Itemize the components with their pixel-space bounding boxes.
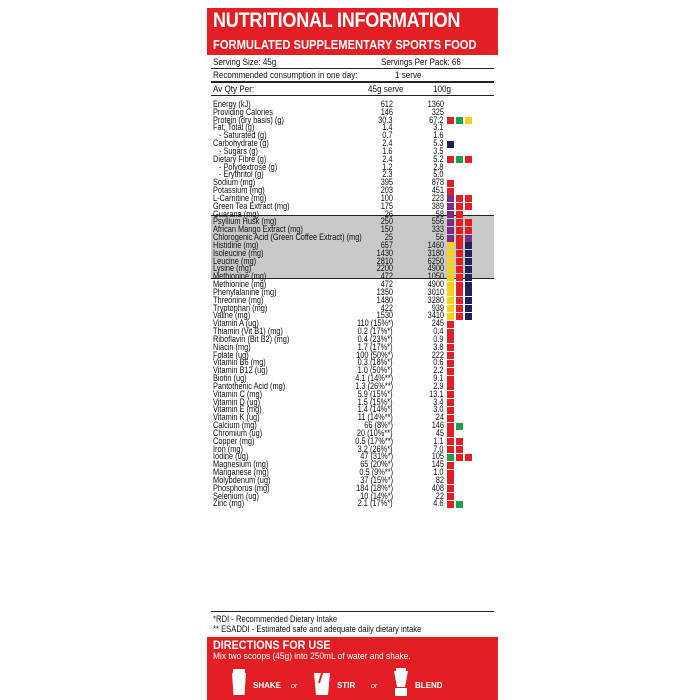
nutrient-per-serve: 110 (15%*)	[356, 318, 393, 329]
nutrient-per-serve: 250	[380, 216, 393, 227]
nutrient-name: Copper (mg)	[213, 435, 255, 446]
category-marker-red	[447, 462, 454, 469]
nutrient-per-100g: 5.2	[433, 153, 444, 164]
category-marker-red	[456, 289, 463, 296]
nutrient-per-serve: 657	[380, 239, 393, 250]
category-marker-red	[456, 235, 463, 242]
or-separator: or	[291, 683, 298, 690]
category-marker-navy	[447, 141, 454, 148]
column-serve-header: 45g serve	[368, 84, 404, 95]
nutrient-name: Vitamin E (mg)	[213, 404, 262, 415]
category-marker-red	[447, 415, 454, 422]
nutrient-per-serve: 5.9 (15%*)	[358, 388, 393, 399]
nutrient-per-100g: 2.8	[433, 161, 444, 172]
nutrient-name: Biotin (ug)	[213, 373, 247, 384]
category-marker-purple	[465, 235, 472, 242]
nutrient-name: Phenylalanine (mg)	[213, 286, 277, 297]
nutrient-per-serve: 47 (31%*)	[360, 451, 393, 462]
category-marker-red	[456, 195, 463, 202]
category-marker-red	[456, 219, 463, 226]
divider	[211, 611, 494, 612]
category-marker-red	[447, 156, 454, 163]
divider	[211, 81, 494, 83]
nutrient-name: Lysine (mg)	[213, 263, 252, 274]
nutrient-per-100g: 3.5	[433, 145, 444, 156]
blender-icon	[391, 667, 411, 697]
category-marker-purple	[447, 203, 454, 210]
category-marker-yellow	[447, 242, 454, 249]
nutrient-per-100g: 1.6	[433, 130, 444, 141]
category-marker-red	[456, 266, 463, 273]
nutrient-per-100g: 105	[431, 451, 444, 462]
nutrient-name: Manganese (mg)	[213, 467, 269, 477]
nutrient-name: Niacin (mg)	[213, 341, 251, 352]
nutrient-name: Folate (ug)	[213, 349, 249, 360]
nutrient-row	[213, 435, 493, 446]
nutrient-per-100g: 223	[431, 192, 444, 203]
nutrient-per-serve: 37 (15%*)	[360, 474, 393, 485]
nutrient-row	[213, 500, 493, 508]
nutrient-per-100g: 0.9	[433, 333, 444, 344]
nutrient-name: Methionine (mg)	[213, 279, 267, 290]
category-marker-navy	[465, 313, 472, 320]
nutrient-per-100g: 146	[431, 420, 444, 431]
column-name-header: Av Qty Per:	[213, 84, 255, 95]
category-marker-purple	[447, 219, 454, 226]
nutrient-per-serve: 1.3 (26%**)	[355, 380, 393, 391]
category-marker-red	[447, 470, 454, 477]
category-marker-purple	[447, 235, 454, 242]
nutrient-per-100g: 3.1	[433, 122, 444, 133]
nutrient-per-100g: 556	[431, 216, 444, 227]
nutrient-per-100g: 3.8	[433, 341, 444, 352]
category-marker-yellow	[447, 266, 454, 273]
nutrient-per-serve: 11 (14%**)	[357, 412, 393, 423]
nutrient-per-100g: 3.0	[433, 404, 444, 415]
category-marker-purple	[447, 195, 454, 202]
nutrient-per-100g: 0.4	[433, 326, 444, 337]
nutrient-per-serve: 1.4 (14%*)	[358, 404, 393, 415]
category-marker-red	[465, 156, 472, 163]
nutrient-name: Pantothenic Acid (mg)	[213, 380, 286, 391]
nutrient-per-100g: 3280	[427, 294, 444, 305]
nutrient-name: Leucine (mg)	[213, 255, 257, 266]
nutrient-name: Providing Calories	[213, 106, 273, 117]
nutrient-per-100g: 82	[435, 474, 444, 485]
nutrient-per-100g: 3.4	[433, 396, 444, 407]
nutrient-per-serve: 66 (8%*)	[364, 420, 393, 431]
nutrient-name: Energy (kJ)	[213, 99, 251, 109]
nutrient-row	[213, 333, 493, 344]
nutrient-per-serve: 1480	[376, 294, 393, 305]
step-blend-label: BLEND	[415, 681, 443, 690]
category-marker-red	[465, 219, 472, 226]
category-marker-yellow	[447, 274, 454, 281]
nutrient-per-serve: 4.1 (14%**)	[355, 373, 393, 384]
nutrient-per-serve: 1.6	[382, 145, 393, 156]
category-marker-red	[456, 203, 463, 210]
nutrient-per-100g: 939	[431, 302, 444, 313]
category-marker-red	[465, 454, 472, 461]
category-marker-navy	[465, 266, 472, 273]
category-marker-red	[447, 360, 454, 367]
nutrient-per-serve: 422	[380, 302, 393, 313]
category-marker-red	[465, 227, 472, 234]
category-marker-green	[456, 423, 463, 430]
category-marker-red	[447, 336, 454, 343]
nutrient-row	[213, 443, 493, 454]
nutrient-per-serve: 150	[380, 224, 393, 235]
nutrient-name: Sodium (mg)	[213, 177, 256, 188]
category-marker-red	[456, 227, 463, 234]
footnote-rdi: *RDI - Recommended Dietary Intake	[213, 614, 338, 624]
category-marker-navy	[465, 289, 472, 296]
category-marker-red	[447, 399, 454, 406]
nutrient-per-100g: 222	[431, 349, 444, 360]
nutrient-per-100g: 451	[431, 185, 444, 196]
column-per100-header: 100g	[433, 84, 451, 95]
category-marker-navy	[465, 274, 472, 281]
nutrient-name: Selenium (ug)	[213, 490, 259, 501]
category-marker-red	[447, 383, 454, 390]
nutrient-per-serve: 472	[380, 271, 393, 282]
header-banner	[207, 8, 498, 55]
nutrient-name: Guarana (mg)	[213, 208, 259, 219]
nutrient-name: Green Tea Extract (mg)	[213, 200, 290, 211]
category-marker-green	[456, 156, 463, 163]
nutrient-per-100g: 878	[431, 177, 444, 188]
nutrient-per-serve: 1.2	[382, 161, 393, 172]
nutrient-per-100g: 0.6	[433, 357, 444, 368]
nutrient-name: Tryptophan (mg)	[213, 302, 268, 313]
servings-per-pack: Servings Per Pack: 66	[381, 57, 461, 68]
nutrient-name: Psyllium Husk (mg)	[213, 216, 277, 227]
nutrient-name: Molybdenum (ug)	[213, 474, 271, 485]
nutrient-row	[213, 490, 493, 501]
nutrient-per-100g: 24	[435, 412, 444, 423]
category-marker-red	[447, 368, 454, 375]
glass-with-spoon-icon	[311, 667, 333, 697]
nutrient-name: - Erythritol (g)	[219, 169, 264, 180]
category-marker-navy	[465, 305, 472, 312]
nutrient-per-100g: 1.0	[433, 467, 444, 477]
nutrient-per-100g: 56	[435, 232, 444, 243]
category-marker-red	[447, 430, 454, 437]
nutrient-name: Iron (mg)	[213, 443, 243, 454]
category-marker-yellow	[447, 305, 454, 312]
nutrient-per-serve: 20 (10%**)	[357, 427, 393, 438]
nutrient-name: Protein (dry basis) (g)	[213, 114, 284, 125]
nutrient-name: - Saturated (g)	[219, 130, 267, 141]
shaker-bottle-icon	[229, 667, 249, 697]
nutrient-row	[213, 341, 493, 352]
nutrient-row	[213, 114, 493, 125]
nutrient-per-100g: 1460	[427, 239, 444, 250]
nutrient-row	[213, 427, 493, 438]
nutrient-name: Magnesium (mg)	[213, 459, 269, 470]
nutrient-per-serve: 1.4	[382, 122, 393, 133]
category-marker-red	[447, 477, 454, 484]
nutrient-per-100g: 245	[431, 318, 444, 329]
nutrient-name: Chromium (ug)	[213, 427, 263, 438]
nutrient-per-serve: 0.7	[382, 130, 393, 141]
nutrient-name: Methionine (mg)	[213, 271, 267, 282]
category-marker-red	[447, 329, 454, 336]
nutrient-per-serve: 2.1 (17%*)	[358, 498, 393, 509]
nutrient-per-serve: 100 (50%*)	[356, 349, 393, 360]
nutrient-name: Calcium (mg)	[213, 420, 257, 431]
category-marker-red	[456, 258, 463, 265]
nutrient-name: Valine (mg)	[213, 310, 251, 321]
category-marker-red	[456, 242, 463, 249]
nutrient-name: Phosphorus (mg)	[213, 482, 270, 493]
nutrient-name: - Polydextrose (g)	[219, 161, 278, 172]
nutrient-per-serve: 1.5 (15%*)	[358, 396, 393, 407]
nutrient-per-serve: 30.3	[378, 114, 393, 125]
nutrient-per-100g: 67.2	[429, 114, 444, 125]
category-marker-red	[447, 485, 454, 492]
nutrient-per-serve: 203	[380, 185, 393, 196]
category-marker-red	[456, 297, 463, 304]
category-marker-red	[456, 454, 463, 461]
nutrient-name: Riboflavin (Bit B2) (mg)	[213, 333, 290, 344]
category-marker-red	[447, 407, 454, 414]
nutrient-per-100g: 408	[431, 482, 444, 493]
category-marker-yellow	[447, 289, 454, 296]
step-shake-label: SHAKE	[253, 681, 282, 690]
category-marker-navy	[465, 258, 472, 265]
nutrient-name: Vitamin K (ug)	[213, 412, 260, 423]
nutrient-per-serve: 2.4	[382, 153, 393, 164]
nutrient-per-100g: 1360	[427, 99, 444, 109]
category-marker-yellow	[447, 297, 454, 304]
category-marker-red	[447, 423, 454, 430]
nutrient-per-serve: 100	[380, 192, 393, 203]
nutrient-per-serve: 2810	[376, 255, 393, 266]
nutrient-per-serve: 2.3	[382, 169, 393, 180]
directions-text: Mix two scoops (45g) into 250mL of water and shake.	[213, 651, 411, 662]
category-marker-red	[447, 180, 454, 187]
nutrient-per-serve: 1.0 (50%*)	[358, 365, 393, 376]
nutrient-per-100g: 145	[431, 459, 444, 470]
nutrient-per-serve: 3.2 (26%*)	[358, 443, 393, 454]
nutrient-per-100g: 4.6	[433, 498, 444, 509]
nutrient-per-serve: 10 (14%*)	[360, 490, 393, 501]
nutrient-per-serve: 25	[384, 232, 393, 243]
category-marker-red	[447, 391, 454, 398]
nutrient-name: Zinc (mg)	[213, 498, 245, 509]
nutrient-per-100g: 3410	[427, 310, 444, 321]
nutrient-name: - Sugars (g)	[219, 145, 258, 156]
nutrient-name: Vitamin B6 (mg)	[213, 357, 266, 368]
nutrient-per-100g: 7.0	[433, 443, 444, 454]
divider	[211, 95, 494, 96]
nutrient-row	[213, 367, 493, 375]
category-marker-navy	[465, 282, 472, 289]
nutrient-per-serve: 1530	[376, 310, 393, 321]
category-marker-red	[456, 438, 463, 445]
directions-banner	[207, 637, 498, 700]
category-marker-yellow	[447, 313, 454, 320]
category-marker-red	[447, 321, 454, 328]
category-marker-yellow	[465, 117, 472, 124]
nutrition-panel	[207, 0, 498, 700]
nutrient-per-serve: 2200	[376, 263, 393, 274]
nutrient-per-serve: 0.3 (18%*)	[358, 357, 393, 368]
nutrient-per-100g: 4900	[427, 279, 444, 290]
category-marker-red	[465, 203, 472, 210]
nutrient-name: Vitamin D (ug)	[213, 396, 261, 407]
directions-title: DIRECTIONS FOR USE	[213, 638, 331, 652]
category-marker-navy	[465, 297, 472, 304]
nutrient-per-100g: 5.0	[433, 169, 444, 180]
nutrient-name: Vitamin B12 (ug)	[213, 365, 268, 376]
category-marker-red	[447, 501, 454, 508]
category-marker-red	[447, 117, 454, 124]
serving-size: Serving Size: 45g	[213, 57, 277, 68]
category-marker-red	[456, 305, 463, 312]
nutrient-per-100g: 6250	[427, 255, 444, 266]
nutrient-per-100g: 325	[431, 106, 444, 117]
nutrient-row	[213, 302, 493, 313]
category-marker-yellow	[447, 250, 454, 257]
category-marker-red	[456, 211, 463, 218]
nutrient-per-100g: 5.3	[433, 138, 444, 149]
nutrient-name: Histidine (mg)	[213, 239, 259, 250]
nutrient-per-serve: 1.7 (17%*)	[358, 341, 393, 352]
category-marker-red	[447, 352, 454, 359]
nutrient-per-100g: 58	[435, 208, 444, 219]
nutrient-name: Chlorogenic Acid (Green Coffee Extract) (mg)	[213, 232, 362, 243]
category-marker-green	[447, 454, 454, 461]
category-marker-red	[456, 250, 463, 257]
step-stir-label: STIR	[337, 681, 356, 690]
nutrient-per-100g: 3180	[427, 247, 444, 258]
nutrient-per-serve: 26	[384, 208, 393, 219]
category-marker-red	[447, 188, 454, 195]
category-marker-red	[447, 446, 454, 453]
nutrient-per-100g: 9.1	[433, 373, 444, 384]
nutrient-per-serve: 184 (18%*)	[356, 482, 393, 493]
nutrient-row	[213, 255, 493, 266]
page-subtitle: FORMULATED SUPPLEMENTARY SPORTS FOOD	[213, 37, 477, 52]
category-marker-yellow	[447, 258, 454, 265]
nutrient-name: Vitamin C (mg)	[213, 388, 263, 399]
category-marker-red	[456, 446, 463, 453]
nutrient-per-100g: 333	[431, 224, 444, 235]
category-marker-red	[447, 438, 454, 445]
nutrient-name: African Mango Extract (mg)	[213, 224, 303, 235]
nutrient-per-100g: 389	[431, 200, 444, 211]
consumption-label: Recommended consumption in one day:	[213, 70, 358, 81]
nutrient-per-100g: 45	[435, 427, 444, 438]
nutrient-per-serve: 1350	[376, 286, 393, 297]
nutrient-per-100g: 22	[435, 490, 444, 501]
nutrient-name: Dietary Fibre (g)	[213, 153, 267, 164]
nutrient-per-100g: 4900	[427, 263, 444, 274]
category-marker-red	[456, 282, 463, 289]
nutrient-per-serve: 0.5 (17%**)	[355, 435, 393, 446]
category-marker-navy	[465, 242, 472, 249]
nutrient-name: Carbohydrate (g)	[213, 138, 269, 149]
category-marker-purple	[447, 211, 454, 218]
footnote-esaddi: ** ESADDI - Estimated safe and adequate daily dietary intake	[213, 624, 422, 634]
or-separator: or	[371, 683, 378, 690]
nutrient-name: L-Carnitine (mg)	[213, 192, 267, 203]
nutrient-per-serve: 1430	[376, 247, 393, 258]
nutrient-per-100g: 3010	[427, 286, 444, 297]
nutrient-name: Iodine (ug)	[213, 451, 249, 462]
nutrient-per-100g: 1.1	[433, 435, 444, 446]
nutrient-per-serve: 0.2 (17%*)	[358, 326, 393, 337]
nutrient-per-serve: 612	[380, 99, 393, 109]
category-marker-green	[456, 117, 463, 124]
nutrient-per-100g: 2.9	[433, 380, 444, 391]
consumption-value: 1 serve	[395, 70, 422, 81]
nutrient-per-100g: 13.1	[429, 388, 444, 399]
nutrient-per-serve: 0.5 (9%**)	[359, 467, 393, 477]
nutrient-name: Thiamin (Vit B1) (mg)	[213, 326, 283, 337]
category-marker-red	[456, 274, 463, 281]
category-marker-red	[465, 195, 472, 202]
category-marker-purple	[447, 227, 454, 234]
nutrient-per-serve: 395	[380, 177, 393, 188]
nutrient-per-serve: 175	[380, 200, 393, 211]
category-marker-red	[447, 344, 454, 351]
nutrient-per-serve: 146	[380, 106, 393, 117]
nutrient-name: Fat, Total (g)	[213, 122, 255, 133]
nutrient-name: Potassium (mg)	[213, 185, 265, 196]
category-marker-green	[456, 501, 463, 508]
nutrient-per-100g: 1050	[427, 271, 444, 282]
page-title: NUTRITIONAL INFORMATION	[213, 9, 461, 32]
nutrient-per-serve: 2.4	[382, 138, 393, 149]
nutrient-name: Vitamin A (ug)	[213, 318, 259, 329]
nutrient-name: Threonine (mg)	[213, 294, 264, 305]
nutrient-per-serve: 472	[380, 279, 393, 290]
category-marker-red	[447, 376, 454, 383]
nutrient-per-serve: 65 (20%*)	[360, 459, 393, 470]
category-marker-yellow	[447, 282, 454, 289]
category-marker-red	[456, 313, 463, 320]
category-marker-navy	[465, 250, 472, 257]
category-marker-red	[447, 493, 454, 500]
nutrient-name: Isoleucine (mg)	[213, 247, 264, 258]
nutrient-per-serve: 0.4 (23%*)	[358, 333, 393, 344]
nutrient-per-100g: 2.2	[433, 365, 444, 376]
divider	[211, 68, 494, 69]
